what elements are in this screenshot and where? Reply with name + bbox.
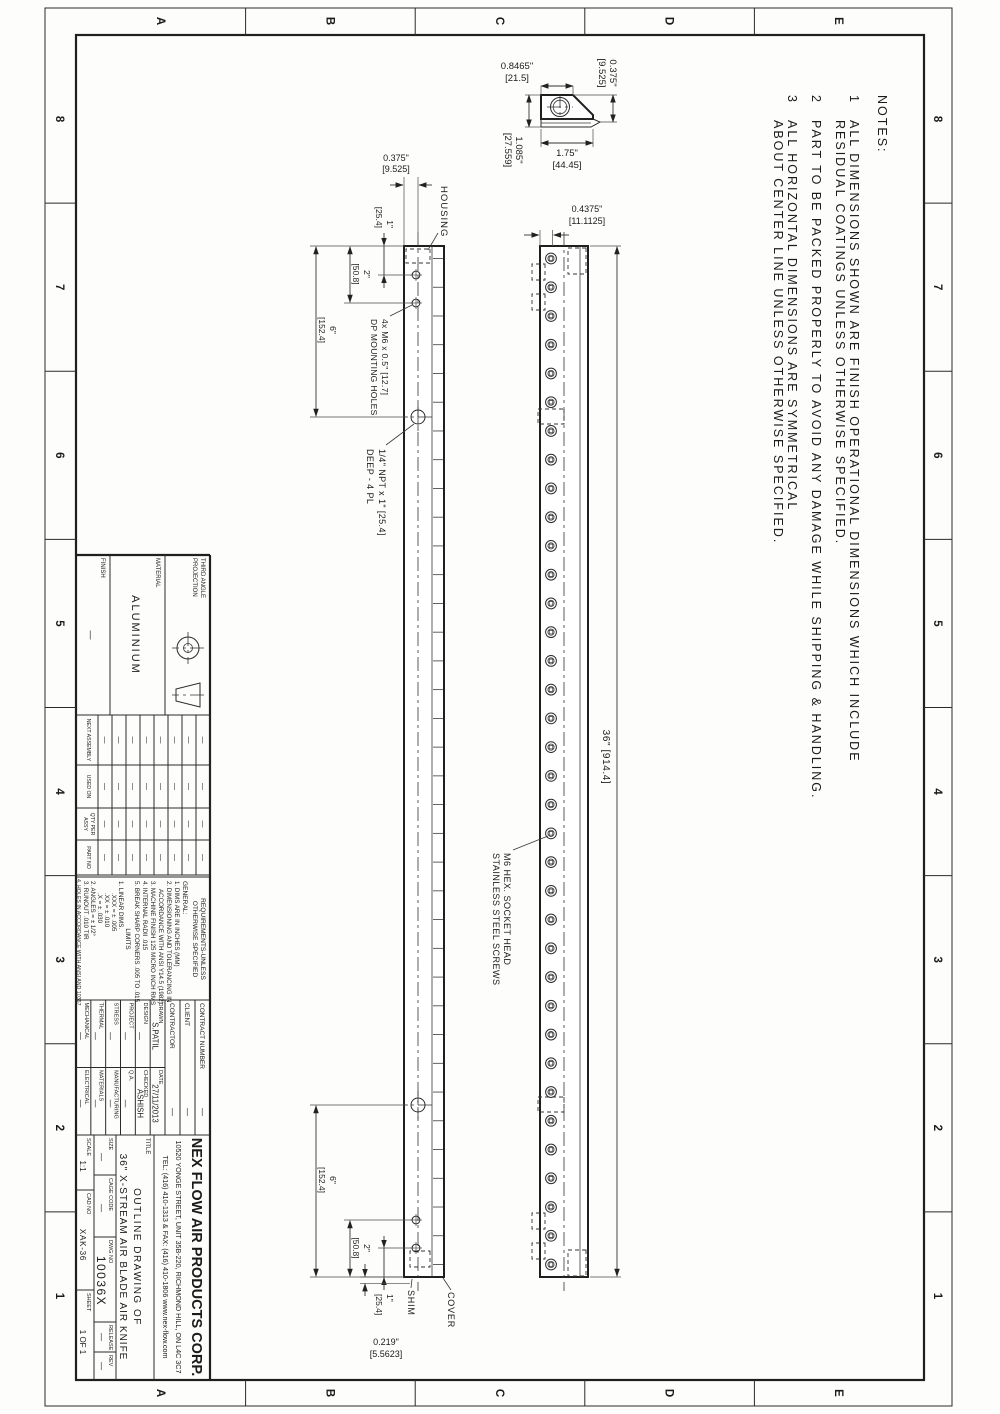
projection-label: PROJECTION xyxy=(191,558,197,597)
zone-row-label: C xyxy=(493,16,505,26)
cad-value: XAK-36 xyxy=(78,1228,87,1262)
dim-text: [44.45] xyxy=(552,160,582,171)
req-line: 4. INTERNAL RADII .015 xyxy=(141,881,148,951)
dim-text: [21.5] xyxy=(505,73,529,84)
release-value: — xyxy=(97,1333,106,1341)
zone-col-label: 6 xyxy=(53,452,65,459)
zone-col-label: 8 xyxy=(931,115,943,123)
zone-row-label: A xyxy=(153,1388,166,1398)
callout-text: M6 HEX. SOCKET HEAD xyxy=(502,853,512,966)
application-block xyxy=(76,715,210,875)
rev-value: — xyxy=(97,1362,106,1370)
zone-col-label: 8 xyxy=(53,115,65,123)
material-label: MATERIAL xyxy=(154,558,160,588)
approvals-label: MANUFACTURING xyxy=(112,1070,119,1119)
dim-text: [27.559] xyxy=(502,132,513,168)
dim-text: 36" [914.4] xyxy=(600,729,611,785)
material-block xyxy=(86,555,205,715)
req-title: REQUIREMENTS-UNLESS xyxy=(199,898,206,980)
req-line: 3. MACHINE FINISH 125 MICRO INCH RMS xyxy=(149,881,156,1006)
application-cell: — xyxy=(142,820,150,828)
leader-line xyxy=(411,1279,412,1288)
approvals-value: — xyxy=(76,1032,86,1040)
sheet-label: SHEET xyxy=(85,1293,91,1312)
application-cell: — xyxy=(156,820,164,828)
application-cell: — xyxy=(198,783,206,790)
note-num: 3 xyxy=(785,95,799,104)
note-num: 2 xyxy=(809,95,823,104)
note-line: ABOUT CENTER LINE UNLESS OTHERWISE SPECIFIED. xyxy=(771,120,785,545)
cage-value: — xyxy=(97,1204,106,1212)
dim-text: 1.75" xyxy=(556,148,578,159)
zone-row-label: B xyxy=(323,1388,336,1398)
zone-col-label: 1 xyxy=(53,1292,65,1300)
shim-label: SHIM xyxy=(406,1290,416,1316)
application-cell: — xyxy=(114,783,122,790)
material-value: ALUMINIUM xyxy=(129,595,141,675)
approvals-value: ASHISH xyxy=(135,1088,145,1119)
application-cell: — xyxy=(100,820,108,828)
dim-text: [25.4] xyxy=(374,206,384,228)
leader-line xyxy=(443,1278,451,1290)
cage-label: CAGE CODE xyxy=(107,1178,113,1212)
callout-text: 4x M6 x 0.5" [12.7] xyxy=(380,319,390,396)
company-name: NEX FLOW AIR PRODUCTS CORP. xyxy=(188,1137,204,1377)
company-address: 10520 YONGE STREET, UNIT 35B-220, RICHMOND HILL, ON L4C 3C7 xyxy=(174,1140,183,1374)
zone-row-label: B xyxy=(323,16,336,26)
zone-row-label: A xyxy=(153,16,166,26)
application-cell: — xyxy=(184,854,192,861)
application-cell: — xyxy=(184,736,192,744)
drawing-title: OUTLINE DRAWING OF xyxy=(131,1188,142,1326)
note-line: RESIDUAL COATINGS UNLESS OTHERWISE SPECIFIED. xyxy=(833,120,847,546)
req-line: 1. DIMS ARE IN INCHES (MM) xyxy=(173,881,180,967)
release-label: RELEASE xyxy=(107,1325,113,1351)
req-line: ACCORDANCE WITH ANSI Y14.5 (1982) xyxy=(157,889,164,1004)
application-cell: — xyxy=(142,854,150,861)
zone-row-label: C xyxy=(493,1388,505,1398)
zone-col-label: 2 xyxy=(931,1124,943,1132)
application-header: PART NO xyxy=(85,846,91,869)
approvals-label: CONTRACTOR xyxy=(168,1003,175,1049)
zone-col-label: 2 xyxy=(53,1124,65,1132)
zone-col-label: 5 xyxy=(53,620,65,627)
dim-text: [25.4] xyxy=(374,1294,384,1316)
application-cell: — xyxy=(156,854,164,861)
dwg-value: 10036X xyxy=(94,1255,108,1307)
zone-row-label: E xyxy=(832,1389,845,1397)
approvals-block xyxy=(76,1000,207,1135)
dim-text: [5.5623] xyxy=(369,1349,403,1359)
approvals-label: DRAWN xyxy=(157,1002,163,1024)
zone-col-label: 7 xyxy=(53,283,65,291)
section-view xyxy=(501,58,618,171)
dim-text: [50.8] xyxy=(351,263,361,285)
dim-text: 1" xyxy=(385,1294,395,1302)
application-header: QTY PER xyxy=(89,812,95,836)
application-cell: — xyxy=(184,783,192,790)
approvals-label: THERMAL xyxy=(97,1002,104,1030)
rev-label: REV xyxy=(107,1355,113,1367)
approvals-value: — xyxy=(198,1108,207,1116)
zone-col-label: 3 xyxy=(931,956,943,963)
application-cell: — xyxy=(170,854,178,861)
zone-col-label: 6 xyxy=(931,452,943,459)
application-cell: — xyxy=(142,783,150,790)
approvals-value: — xyxy=(91,1032,101,1040)
zone-row-label: D xyxy=(662,1388,675,1398)
req-limits-label: LIMITS xyxy=(124,928,131,950)
drawing-title: 36" X-STREAM AIR BLADE AIR KNIFE xyxy=(117,1153,128,1361)
application-cell: — xyxy=(114,736,122,744)
application-cell: — xyxy=(114,820,122,828)
dim-text: 2" xyxy=(362,270,372,278)
note-line: ALL DIMENSIONS SHOWN ARE FINISH OPERATIONAL DIMENSIONS WHICH INCLUDE xyxy=(847,120,861,763)
zone-row-label: E xyxy=(832,17,845,25)
req-line: .XXX = ± .005 xyxy=(110,893,117,932)
callout-text: 1/4" NPT x 1" [25.4] xyxy=(377,449,387,536)
dim-text: 0.375" xyxy=(607,59,618,87)
req-line: 2. DIMENSIONING AND TOLERANCING IN xyxy=(165,881,172,1003)
req-line: 3. RUNOUT .010 TIR xyxy=(82,881,89,940)
dim-text: 1.085" xyxy=(513,136,524,164)
req-line: 2. ANGLES = ± 1/2° xyxy=(89,881,96,936)
dim-text: 6" xyxy=(328,1176,338,1184)
dim-text: 0.219" xyxy=(373,1337,399,1347)
req-line: .XX = ± .010 xyxy=(103,893,110,928)
sheet-value: 1 OF 1 xyxy=(78,1329,87,1355)
note-line: ALL HORIZONTAL DIMENSIONS ARE SYMMETRICAL xyxy=(785,120,799,512)
size-value: — xyxy=(97,1153,106,1161)
finish-value: — xyxy=(86,630,96,640)
dwg-label: DWG NO xyxy=(107,1240,113,1264)
application-cell: — xyxy=(198,854,206,861)
zone-col-label: 3 xyxy=(53,956,65,963)
approvals-label: STRESS xyxy=(112,1002,119,1025)
zone-row-label: D xyxy=(662,16,675,26)
approvals-label: CLIENT xyxy=(183,1003,190,1027)
dim-text: [50.8] xyxy=(351,1237,361,1259)
approvals-label: MATERIALS xyxy=(97,1070,104,1102)
application-cell: — xyxy=(128,736,136,744)
application-cell: — xyxy=(156,783,164,790)
application-cell: — xyxy=(170,783,178,790)
approvals-value: — xyxy=(91,1099,101,1108)
dim-text: 2" xyxy=(362,1244,372,1252)
req-line: 5. BREAK SHARP CORNERS .005 TO .015 xyxy=(133,881,140,1003)
top-view xyxy=(310,153,456,1359)
dim-text: 0.375" xyxy=(383,153,409,163)
callout-text: DEEP - 4 PL xyxy=(365,449,375,505)
top-bar xyxy=(404,246,444,1277)
dim-text: [11.1125] xyxy=(568,216,606,226)
callout-text: DP MOUNTING HOLES xyxy=(369,319,379,416)
application-cell: — xyxy=(170,736,178,744)
dim-text: 0.8465" xyxy=(500,61,534,72)
approvals-label: PROJECT xyxy=(127,1002,134,1029)
application-header: ASSY xyxy=(82,817,88,831)
dim-text: [9.525] xyxy=(596,58,607,88)
approvals-value: — xyxy=(183,1108,192,1116)
approvals-label: DATE xyxy=(157,1070,163,1085)
scale-label: SCALE xyxy=(85,1138,91,1157)
req-general-label: GENERAL: xyxy=(181,881,188,915)
approvals-label: MECHANICAL xyxy=(82,1002,89,1040)
company-title-block xyxy=(76,1135,204,1380)
approvals-label: ELECTRICAL xyxy=(82,1070,89,1105)
application-cell: — xyxy=(184,820,192,828)
req-line: .X = ± .030 xyxy=(96,893,103,924)
application-cell: — xyxy=(114,854,122,861)
approvals-value: 27/11/2013 xyxy=(150,1084,160,1123)
application-cell: — xyxy=(100,736,108,744)
application-cell: — xyxy=(128,854,136,861)
application-cell: — xyxy=(128,820,136,828)
zone-col-label: 4 xyxy=(53,788,65,795)
projection-label: THIRD ANGLE xyxy=(199,558,205,599)
approvals-value: — xyxy=(106,1099,115,1108)
application-header: USED ON xyxy=(85,774,91,799)
zone-col-label: 4 xyxy=(931,788,943,795)
dim-text: [9.525] xyxy=(382,164,410,174)
application-cell: — xyxy=(198,736,206,744)
zone-col-label: 1 xyxy=(931,1292,943,1300)
approvals-label: CHECKED xyxy=(142,1070,149,1098)
scale-value: 1:1 xyxy=(78,1160,87,1172)
approvals-value: — xyxy=(76,1099,86,1108)
dim-text: [152.4] xyxy=(317,1167,327,1193)
approvals-value: — xyxy=(106,1032,115,1040)
approvals-value: — xyxy=(168,1108,177,1116)
company-contact: TEL: (416) 410-1313 & FAX: (416) 410-1806 www.nex-flow.com xyxy=(161,1155,170,1359)
dim-text: 1" xyxy=(385,220,395,228)
approvals-value: — xyxy=(135,1032,145,1040)
application-header: NEXT ASSEMBLY xyxy=(85,718,91,762)
zone-col-label: 5 xyxy=(931,620,943,627)
application-cell: — xyxy=(156,736,164,744)
zone-col-label: 7 xyxy=(931,283,943,291)
dim-text: [152.4] xyxy=(317,317,327,343)
notes-title: NOTES: xyxy=(875,95,889,154)
requirements-block xyxy=(75,879,206,1006)
application-cell: — xyxy=(170,820,178,828)
cad-label: CAD NO xyxy=(85,1193,91,1215)
callout-text: STAINLESS STEEL SCREWS xyxy=(491,853,501,986)
req-line: 4. HOLES IN ACCORDANCE WITH ANSI AND 10367 xyxy=(75,879,81,1006)
approvals-value: — xyxy=(120,1099,130,1108)
dim-text: 0.4375" xyxy=(571,204,603,214)
title-block-area xyxy=(75,555,210,1380)
note-num: 1 xyxy=(847,95,861,104)
finish-label: FINISH xyxy=(99,558,105,578)
approvals-value: — xyxy=(120,1032,130,1040)
front-view xyxy=(491,204,621,1291)
housing-label: HOUSING xyxy=(438,186,449,238)
notes-block xyxy=(771,95,889,800)
approvals-label: CONTRACT NUMBER xyxy=(198,1003,205,1069)
cover-label: COVER xyxy=(446,1292,456,1329)
req-line: 1. LINEAR DIMS. xyxy=(117,881,124,930)
note-line: PART TO BE PACKED PROPERLY TO AVOID ANY DAMAGE WHILE SHIPPING & HANDLING. xyxy=(809,120,823,800)
application-cell: — xyxy=(100,854,108,861)
application-cell: — xyxy=(128,783,136,790)
approvals-label: DESIGN xyxy=(142,1002,149,1024)
req-title: OTHERWISE SPECIFIED xyxy=(191,900,198,978)
dim-text: 6" xyxy=(328,326,338,334)
application-cell: — xyxy=(100,783,108,790)
title-label: TITLE xyxy=(144,1138,150,1155)
approvals-value: S.PATIL xyxy=(150,1022,160,1050)
application-cell: — xyxy=(142,736,150,744)
size-label: SIZE xyxy=(107,1138,113,1151)
approvals-label: Q.A. xyxy=(127,1070,134,1082)
application-cell: — xyxy=(198,820,206,828)
